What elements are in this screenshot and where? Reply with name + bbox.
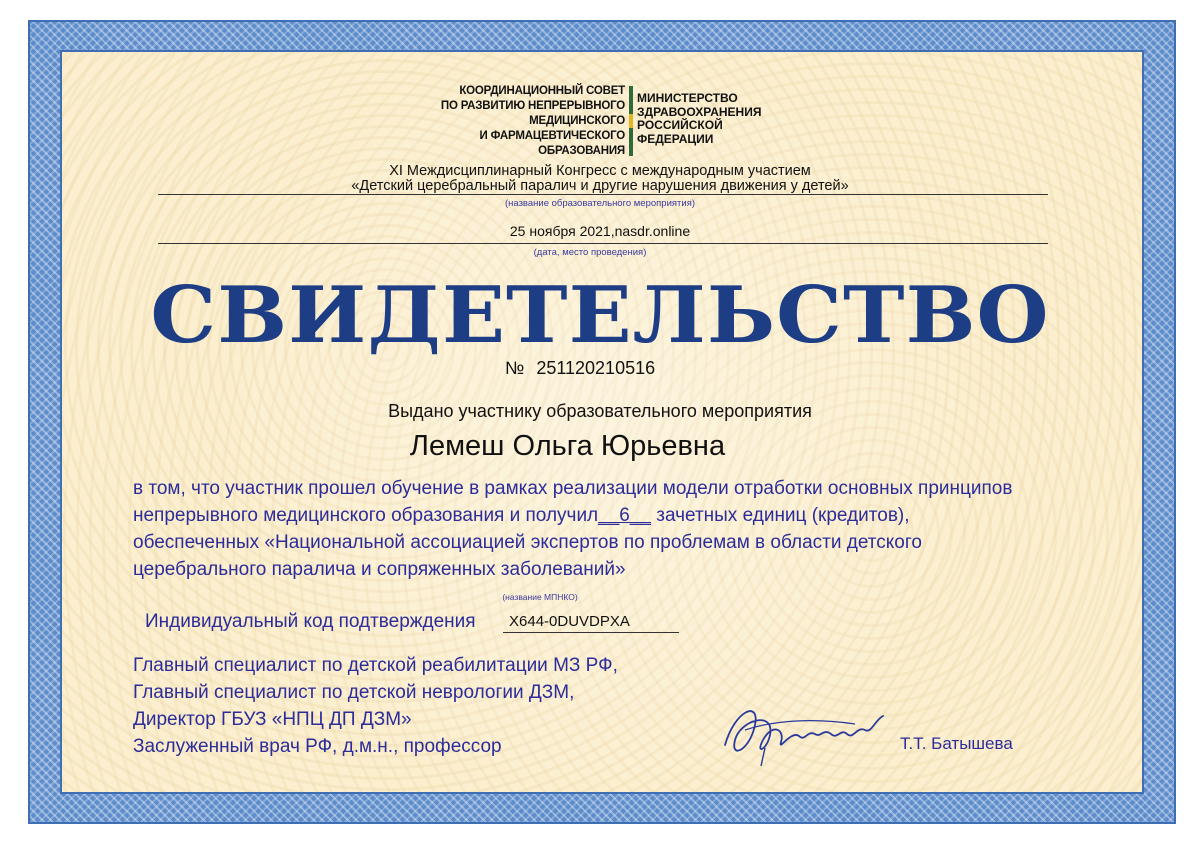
position-line: Заслуженный врач РФ, д.м.н., профессор bbox=[133, 736, 502, 757]
body-line: в том, что участник прошел обучение в рамках реализации модели отработки основных принципов bbox=[133, 478, 1013, 499]
certificate-title: СВИДЕТЕЛЬСТВО bbox=[150, 270, 1050, 361]
mpnko-caption: (название МПНКО) bbox=[502, 592, 578, 602]
signatory-positions bbox=[133, 652, 693, 760]
event-title-line1: XI Междисциплинарный Конгресс с международным участием bbox=[389, 163, 811, 179]
number-value: 251120210516 bbox=[536, 358, 656, 378]
council-line: ПО РАЗВИТИЮ НЕПРЕРЫВНОГО bbox=[440, 100, 625, 112]
handwritten-signature bbox=[715, 690, 890, 770]
confirmation-code-value: X644-0DUVDPXA bbox=[503, 612, 679, 633]
body-line bbox=[133, 502, 1123, 529]
participant-name: Лемеш Ольга Юрьевна bbox=[409, 430, 726, 462]
logo-divider-bar bbox=[629, 86, 633, 156]
body-text: зачетных единиц (кредитов), bbox=[650, 505, 910, 526]
credits-value: __6__ bbox=[598, 505, 651, 526]
council-line: КООРДИНАЦИОННЫЙ СОВЕТ bbox=[459, 85, 625, 97]
ministry-line: РОССИЙСКОЙ bbox=[637, 118, 723, 132]
certificate-number bbox=[505, 358, 655, 379]
certificate-body bbox=[133, 475, 1123, 583]
body-text: непрерывного медицинского образования и получил bbox=[133, 505, 599, 526]
council-line: И ФАРМАЦЕВТИЧЕСКОГО bbox=[479, 130, 625, 142]
ministry-line: ЗДРАВООХРАНЕНИЯ bbox=[637, 104, 762, 119]
event-date-caption: (дата, место проведения) bbox=[533, 247, 647, 258]
number-symbol: № bbox=[505, 358, 525, 378]
ministry-line: МИНИСТЕРСТВО bbox=[637, 91, 738, 105]
council-logo-text bbox=[400, 84, 625, 159]
event-name-caption: (название образовательного мероприятия) bbox=[504, 198, 695, 209]
event-title-line2: «Детский церебральный паралич и другие нарушения движения у детей» bbox=[351, 178, 849, 194]
ministry-line: ФЕДЕРАЦИИ bbox=[637, 131, 714, 146]
event-date-place: 25 ноября 2021,nasdr.online bbox=[509, 223, 691, 239]
confirmation-code-label: Индивидуальный код подтверждения bbox=[145, 611, 476, 632]
signatory-name: Т.Т. Батышева bbox=[900, 734, 1013, 753]
body-line: церебрального паралича и сопряженных заболеваний» bbox=[133, 559, 626, 580]
ministry-logo-text bbox=[637, 92, 797, 146]
body-line: обеспеченных «Национальной ассоциацией экспертов по проблемам в области детского bbox=[133, 532, 922, 553]
position-line: Главный специалист по детской неврологии ДЗМ, bbox=[133, 682, 575, 703]
council-line: МЕДИЦИНСКОГО bbox=[529, 115, 625, 127]
event-date-rule bbox=[158, 243, 1048, 244]
event-name-rule bbox=[158, 194, 1048, 195]
position-line: Главный специалист по детской реабилитации МЗ РФ, bbox=[133, 655, 618, 676]
issued-to-text: Выдано участнику образовательного мероприятия bbox=[388, 401, 812, 421]
council-line: ОБРАЗОВАНИЯ bbox=[538, 145, 625, 157]
position-line: Директор ГБУЗ «НПЦ ДП ДЗМ» bbox=[133, 709, 412, 730]
